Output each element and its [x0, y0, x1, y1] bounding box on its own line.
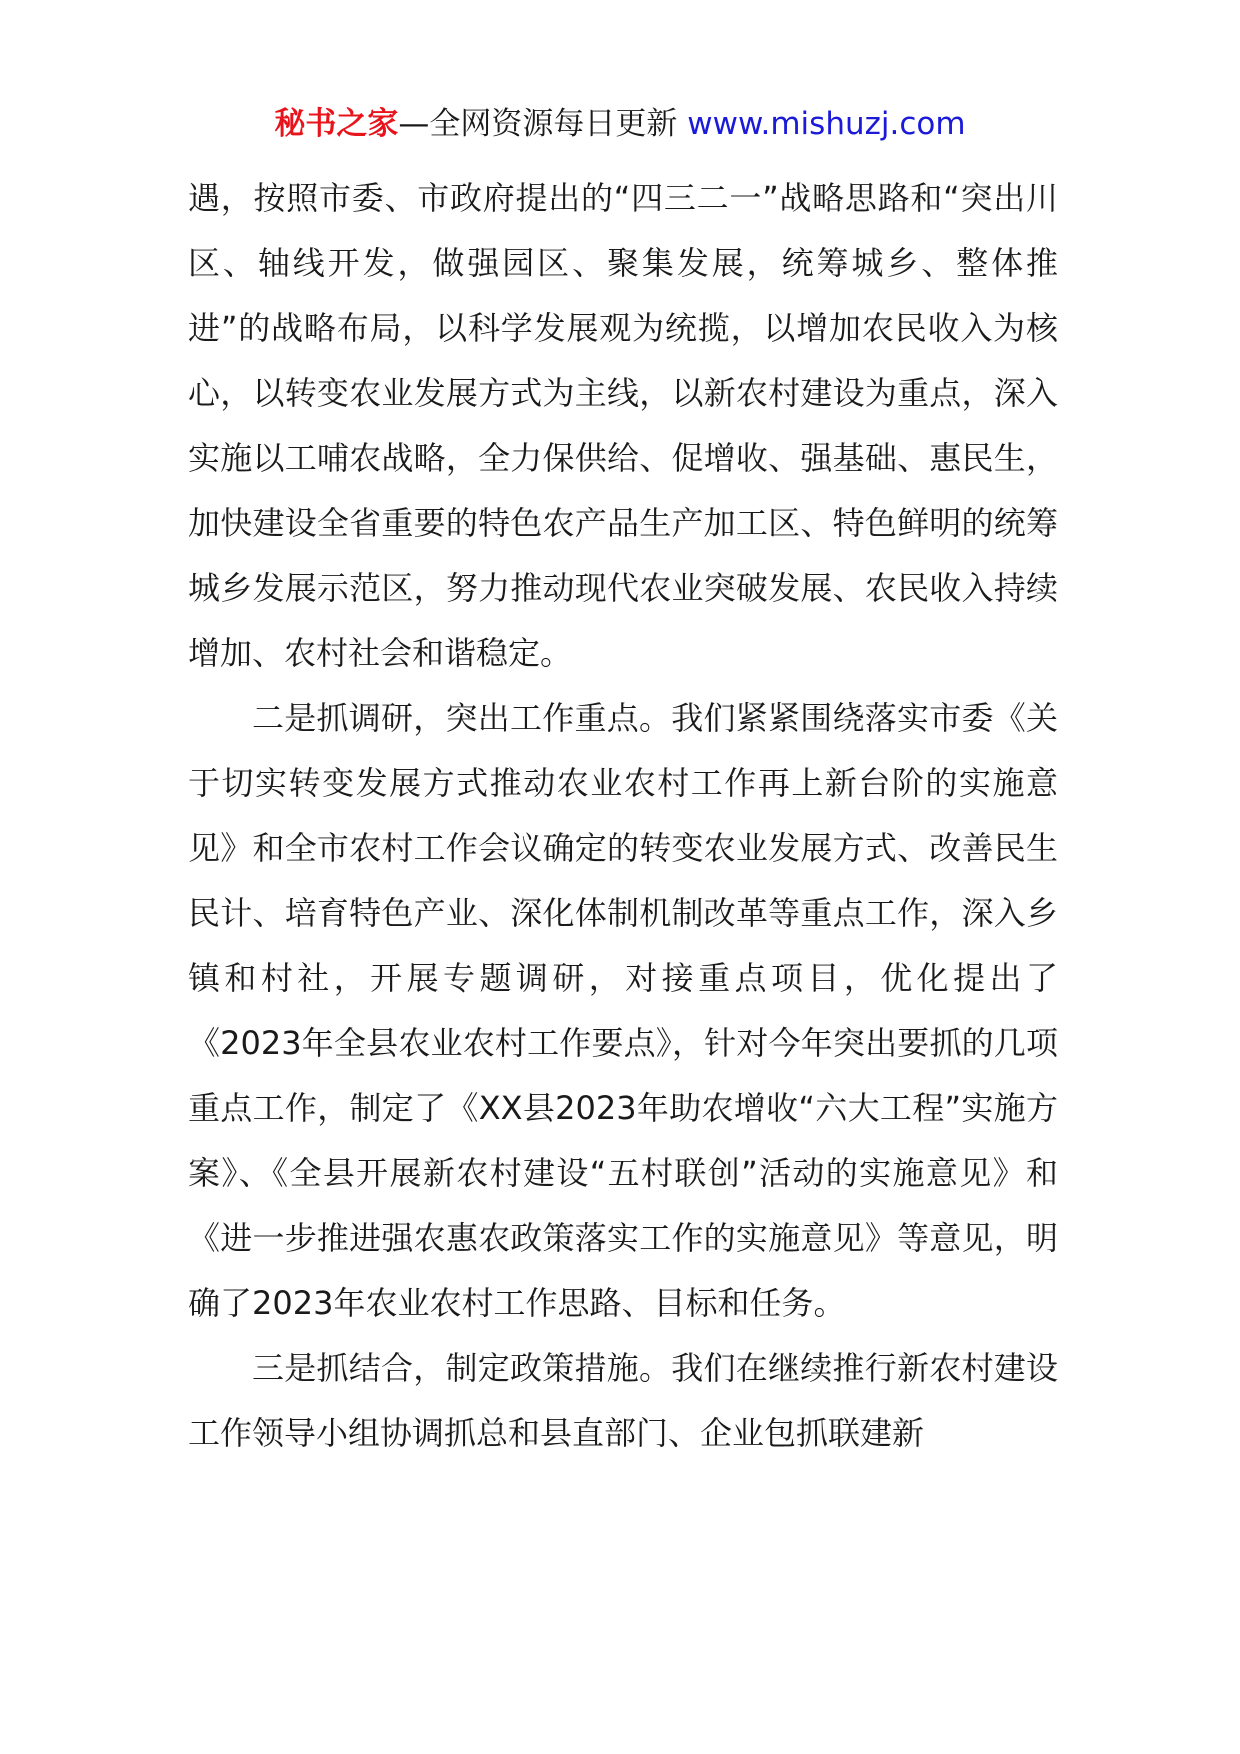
paragraph-policy: 三是抓结合，制定政策措施。我们在继续推行新农村建设工作领导小组协调抓总和县直部门、企业包抓联建新 [188, 1349, 1058, 1452]
paragraph-research: 二是抓调研，突出工作重点。我们紧紧围绕落实市委《关于切实转变发展方式推动农业农村工作再上新台阶的实施意见》和全市农村工作会议确定的转变农业发展方式、改善民生民计、培育特色产业、深化体制机制改革等重点工作，深入乡镇和村社，开展专题调研，对接重点项目，优化提出了《2023年全县农业农村工作要点》，针对今年突出要抓的几项重点工作，制定了《XX县2023年助农增收“六大工程”实施方案》、《全县开展新农村建设“五村联创”活动的实施意见》和《进一步推进强农惠农政策落实工作的实施意见》等意见，明确了2023年农业农村工作思路、目标和任务。 [188, 699, 1058, 1322]
document-body [188, 166, 1058, 1466]
site-url-link[interactable]: www.mishuzj.com [687, 106, 966, 142]
document-header [0, 100, 1240, 148]
header-tagline: —全网资源每日更新 [398, 106, 688, 142]
paragraph-continued: 遇，按照市委、市政府提出的“四三二一”战略思路和“突出川区、轴线开发，做强园区、聚集发展，统筹城乡、整体推进”的战略布局，以科学发展观为统揽，以增加农民收入为核心，以转变农业发展方式为主线，以新农村建设为重点，深入实施以工哺农战略，全力保供给、促增收、强基础、惠民生，加快建设全省重要的特色农产品生产加工区、特色鲜明的统筹城乡发展示范区，努力推动现代农业突破发展、农民收入持续增加、农村社会和谐稳定。 [188, 179, 1058, 672]
brand-name: 秘书之家 [274, 106, 399, 142]
